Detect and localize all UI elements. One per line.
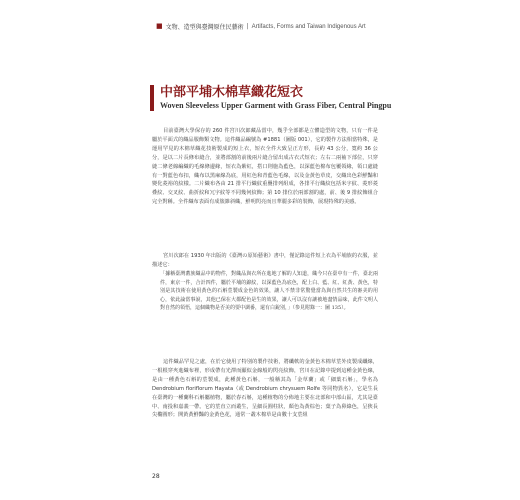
section-title-english: Woven Sleeveless Upper Garment with Grass Fiber, Central Pingpu	[160, 101, 392, 110]
header-separator: |	[246, 23, 249, 30]
body-paragraph-2: 宮川次郎在 1930 年出版的《臺灣の原始藝術》書中，僅記錄這件短上衣為平埔族的衣服，並描述它：	[152, 253, 378, 268]
header-english-title: Artifacts, Forms and Taiwan Indigenous Art	[251, 23, 366, 30]
page-number: 28	[152, 473, 160, 480]
body-paragraph-3: 這件織品罕見之處，在於它使用了特別的製作技術，將纖軟的金黃色木棉草莖外皮製成纖線，一根根穿夾進織布裡，形成帶有光澤而顯似金線般的閃亮紋飾，宮川在記錄中提到這種金黃色線，是由一種黃色石斛的莖製成，此種黃色石斛，一般稱其為「金草蘭」或「細葉石斛」，學名為 Dendrobium floriflorum Hayata（或 Dendrobium chrysuem Rolfe 等同物異名），它是生長在臺灣的一種蘭科石斛屬植物，屬於春石斛，這種植物的分佈地主要在北部和中部山區，尤其是臺中、南投和嘉義一帶。它的莖直立而叢生，呈細長圓柱狀，顏色為黃棕色；葉子為鼻綠色，呈狹長尖橢圓形；開黃黃鮮豔的金黃色花，通常一叢木棉草是由數十支莖組	[152, 359, 378, 419]
header-marker-icon: ■	[156, 22, 163, 30]
header-chinese-title: 文物、造型與臺灣原住民藝術	[165, 24, 244, 31]
block-quote: 「據稱臺灣蕃族織品中的物件，對織品與衣所在進地了解的人知道，織今只在臺中有一件，臺北兩件，東京一件，合計四件，屬於平埔的錦紋，以深藍色為底色，配上白、藍、紅、紅黃、黃色，特別是其技術在使用黃色的石斛莖製成金色的效果，讓人不禁非常驚覺當為與自然共生的審美的用心，依此論當事說，其他已保在大都配色是生的效果，讓人可以沒有讓被地盡情品味，此件文明人對自然的領悟，這個織物是否美的要中調番，還有白銳別，」（参見附錄一：圖 135）。	[160, 271, 378, 312]
running-header	[156, 22, 366, 31]
body-paragraph-1: 目前臺灣大學保存的 260 件宮川次郎藏品當中，幾乎全部都是立體造型的文物，只有一件是屬於平面式的織品服飾類文物。這件織品編號為 #1881（圖版 001），它的製作方法相當特殊，是運用罕見的木棉草織花技術製成的短上衣，短衣全件大致呈正方形，長約 43 公分，寬約 36 公分，是以二片長條布縫合，並將部割的前後兩片縫合留出成古衣式短衣；左右二兩袖下部位，只穿縫二條老線編織的毛線條邊緣，短衣為紫紅，搭口則施為藍色，以深藍色棉布包覆領緣，領口處縫有一對藍色布扣，織布以黑麻線為底，用紅色和青藍色毛線，以及金黃色草皮，交織出色彩鮮豔和變化菱裕的紋樣。二片織布各由 21 排平行織紋重疊排列組成，各排平行織紋包括米字紋、菱形菱叠紋、交叉紋、曲折紋和冗字紋等不同幾何紋飾；第 10 排位於兩部割的處，前、後 9 排紋飾組合完全對稱。全件織布表面有成簇雜斜織，鮮明閃亮而且華麗多彩的裝飾，展現特殊的美感。	[152, 128, 378, 206]
section-title-chinese: 中部平埔木棉草織花短衣	[160, 85, 304, 100]
section-title-block	[150, 85, 391, 111]
